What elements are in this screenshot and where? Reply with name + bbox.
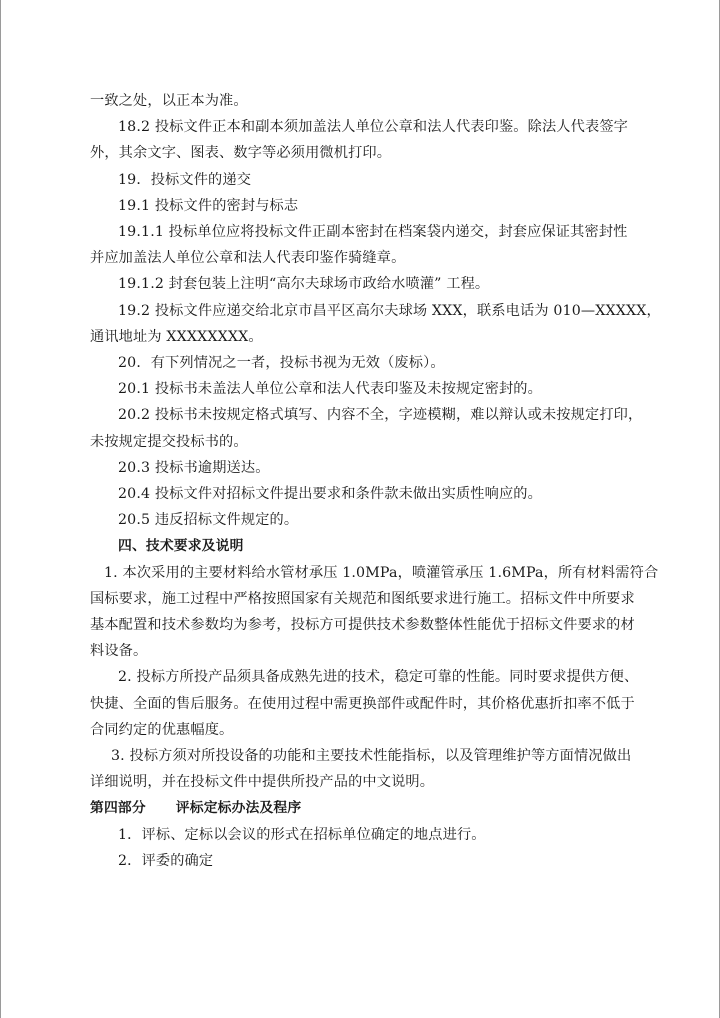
list-item: 20.2 投标书未按规定格式填写、内容不全，字迹模糊，难以辩认或未按规定打印， <box>118 407 643 424</box>
part-number: 第四部分 <box>90 800 146 817</box>
part-title: 评标定标办法及程序 <box>175 800 302 817</box>
paragraph-line: 19.1.2 封套包装上注明“高尔夫球场市政给水喷灌” 工程。 <box>118 276 490 293</box>
document-body <box>90 88 661 874</box>
chapter-heading: 四、技术要求及说明 <box>118 538 244 555</box>
paragraph-line: 19.2 投标文件应递交给北京市昌平区高尔夫球场 XXX，联系电话为 010—XXXXX， <box>118 302 661 319</box>
paragraph-line: 国标要求，施工过程中严格按照国家有关规范和图纸要求进行施工。招标文件中所要求 <box>90 590 635 607</box>
paragraph-line: 并应加盖法人单位公章和法人代表印鉴作骑缝章。 <box>90 250 406 267</box>
list-item: 1. 本次采用的主要材料给水管材承压 1.0MPa，喷灌管承压 1.6MPa，所有材料需符合 <box>104 564 659 581</box>
paragraph-line: 一致之处，以正本为准。 <box>90 93 248 109</box>
list-item: 3. 投标方须对所投设备的功能和主要技术性能指标，以及管理维护等方面情况做出 <box>111 748 632 765</box>
paragraph-line: 外，其余文字、图表、数字等必须用微机打印。 <box>90 145 392 162</box>
paragraph-line: 未按规定提交投标书的。 <box>90 433 248 450</box>
list-item: 1．评标、定标以会议的形式在招标单位确定的地点进行。 <box>118 826 486 843</box>
list-item: 20.5 违反招标文件规定的。 <box>118 512 299 529</box>
list-item: 20.4 投标文件对招标文件提出要求和条件款未做出实质性响应的。 <box>118 486 542 503</box>
paragraph-line: 合同约定的优惠幅度。 <box>90 721 234 738</box>
list-item: 2．评委的确定 <box>118 852 214 869</box>
subsection-heading: 19.1 投标文件的密封与标志 <box>118 197 299 214</box>
paragraph-line: 详细说明，并在投标文件中提供所投产品的中文说明。 <box>90 774 435 791</box>
section-heading: 20．有下列情况之一者，投标书视为无效（废标）。 <box>118 355 445 372</box>
list-item: 2. 投标方所投产品须具备成熟先进的技术，稳定可靠的性能。同时要求提供方便、 <box>118 669 639 686</box>
part-heading <box>90 795 632 821</box>
list-item: 20.1 投标书未盖法人单位公章和法人代表印鉴及未按规定密封的。 <box>118 381 542 398</box>
section-heading: 19．投标文件的递交 <box>118 171 252 188</box>
paragraph-line: 快捷、全面的售后服务。在使用过程中需更换部件或配件时，其价格优惠折扣率不低于 <box>90 695 635 712</box>
paragraph-line: 19.1.1 投标单位应将投标文件正副本密封在档案袋内递交，封套应保证其密封性 <box>118 224 628 241</box>
paragraph-line: 料设备。 <box>90 643 148 660</box>
list-item: 20.3 投标书逾期送达。 <box>118 459 270 476</box>
paragraph-line: 基本配置和技术参数均为参考，投标方可提供技术参数整体性能优于招标文件要求的材 <box>90 617 635 634</box>
paragraph-line: 18.2 投标文件正本和副本须加盖法人单位公章和法人代表印鉴。除法人代表签字 <box>118 119 628 136</box>
paragraph-line: 通讯地址为 XXXXXXXX。 <box>90 328 263 345</box>
